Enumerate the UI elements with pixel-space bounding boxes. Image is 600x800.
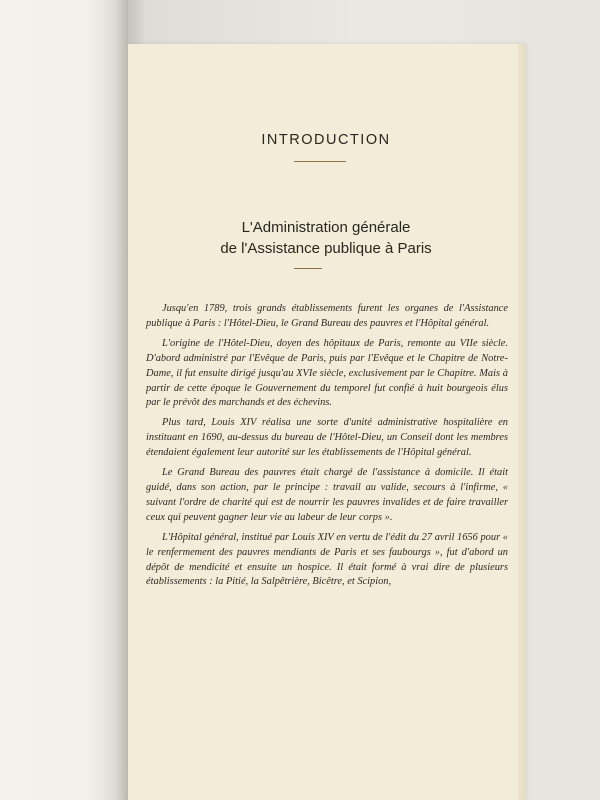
paragraph: L'origine de l'Hôtel-Dieu, doyen des hôpitaux de Paris, remonte au VIIe siècle. D'abord administré par l'Evêque de Paris, puis par l'Evêque et le Chapitre de Notre-Dame, il fut ensuite dirigé jusqu'au XVIe siècle, exclusivement par le Chapitre. Mais à partir de cette époque le Gouvernement du temporel fut confié à huit bourgeois élus par le prévôt des marchands et des échevins. [146,337,508,409]
book-page [128,44,524,800]
chapter-title-line-2: de l'Assistance publique à Paris [220,240,432,257]
paragraph: L'Hôpital général, institué par Louis XIV en vertu de l'édit du 27 avril 1656 pour « le renfermement des pauvres mendiants de Paris et ses faubourgs », fut d'abord un dépôt de mendicité et ensuite un hospice. Il était formé à vrai dire de plusieurs établissements : la Pitié, la Salpêtrière, Bicêtre, et Scipion, [146,531,508,588]
paragraph: Le Grand Bureau des pauvres était chargé de l'assistance à domicile. Il était guidé, dans son action, par le principe : travail au valide, secours à l'infirme, « suivant l'ordre de charité qui est de nourrir les pauvres invalides et de faire travailler ceux qui peuvent gagner leur vie au labeur de leur corps ». [146,467,508,523]
title-rule [294,268,322,269]
paragraph: Jusqu'en 1789, trois grands établissements furent les organes de l'Assistance publique à Paris : l'Hôtel-Dieu, le Grand Bureau des pauvres et l'Hôpital général. [146,303,508,329]
body-text [146,302,508,595]
paragraph: Plus tard, Louis XIV réalisa une sorte d'unité administrative hospitalière en instituant en 1690, au-dessus du bureau de l'Hôtel-Dieu, un Conseil dont les membres étendaient également leur autorité sur les établissements de l'Hôpital général. [146,417,508,459]
page-edge [518,44,526,800]
chapter-title-line-1: L'Administration générale [241,219,411,236]
section-heading: INTRODUCTION [261,132,391,148]
heading-rule [294,161,346,162]
left-page [0,0,128,800]
